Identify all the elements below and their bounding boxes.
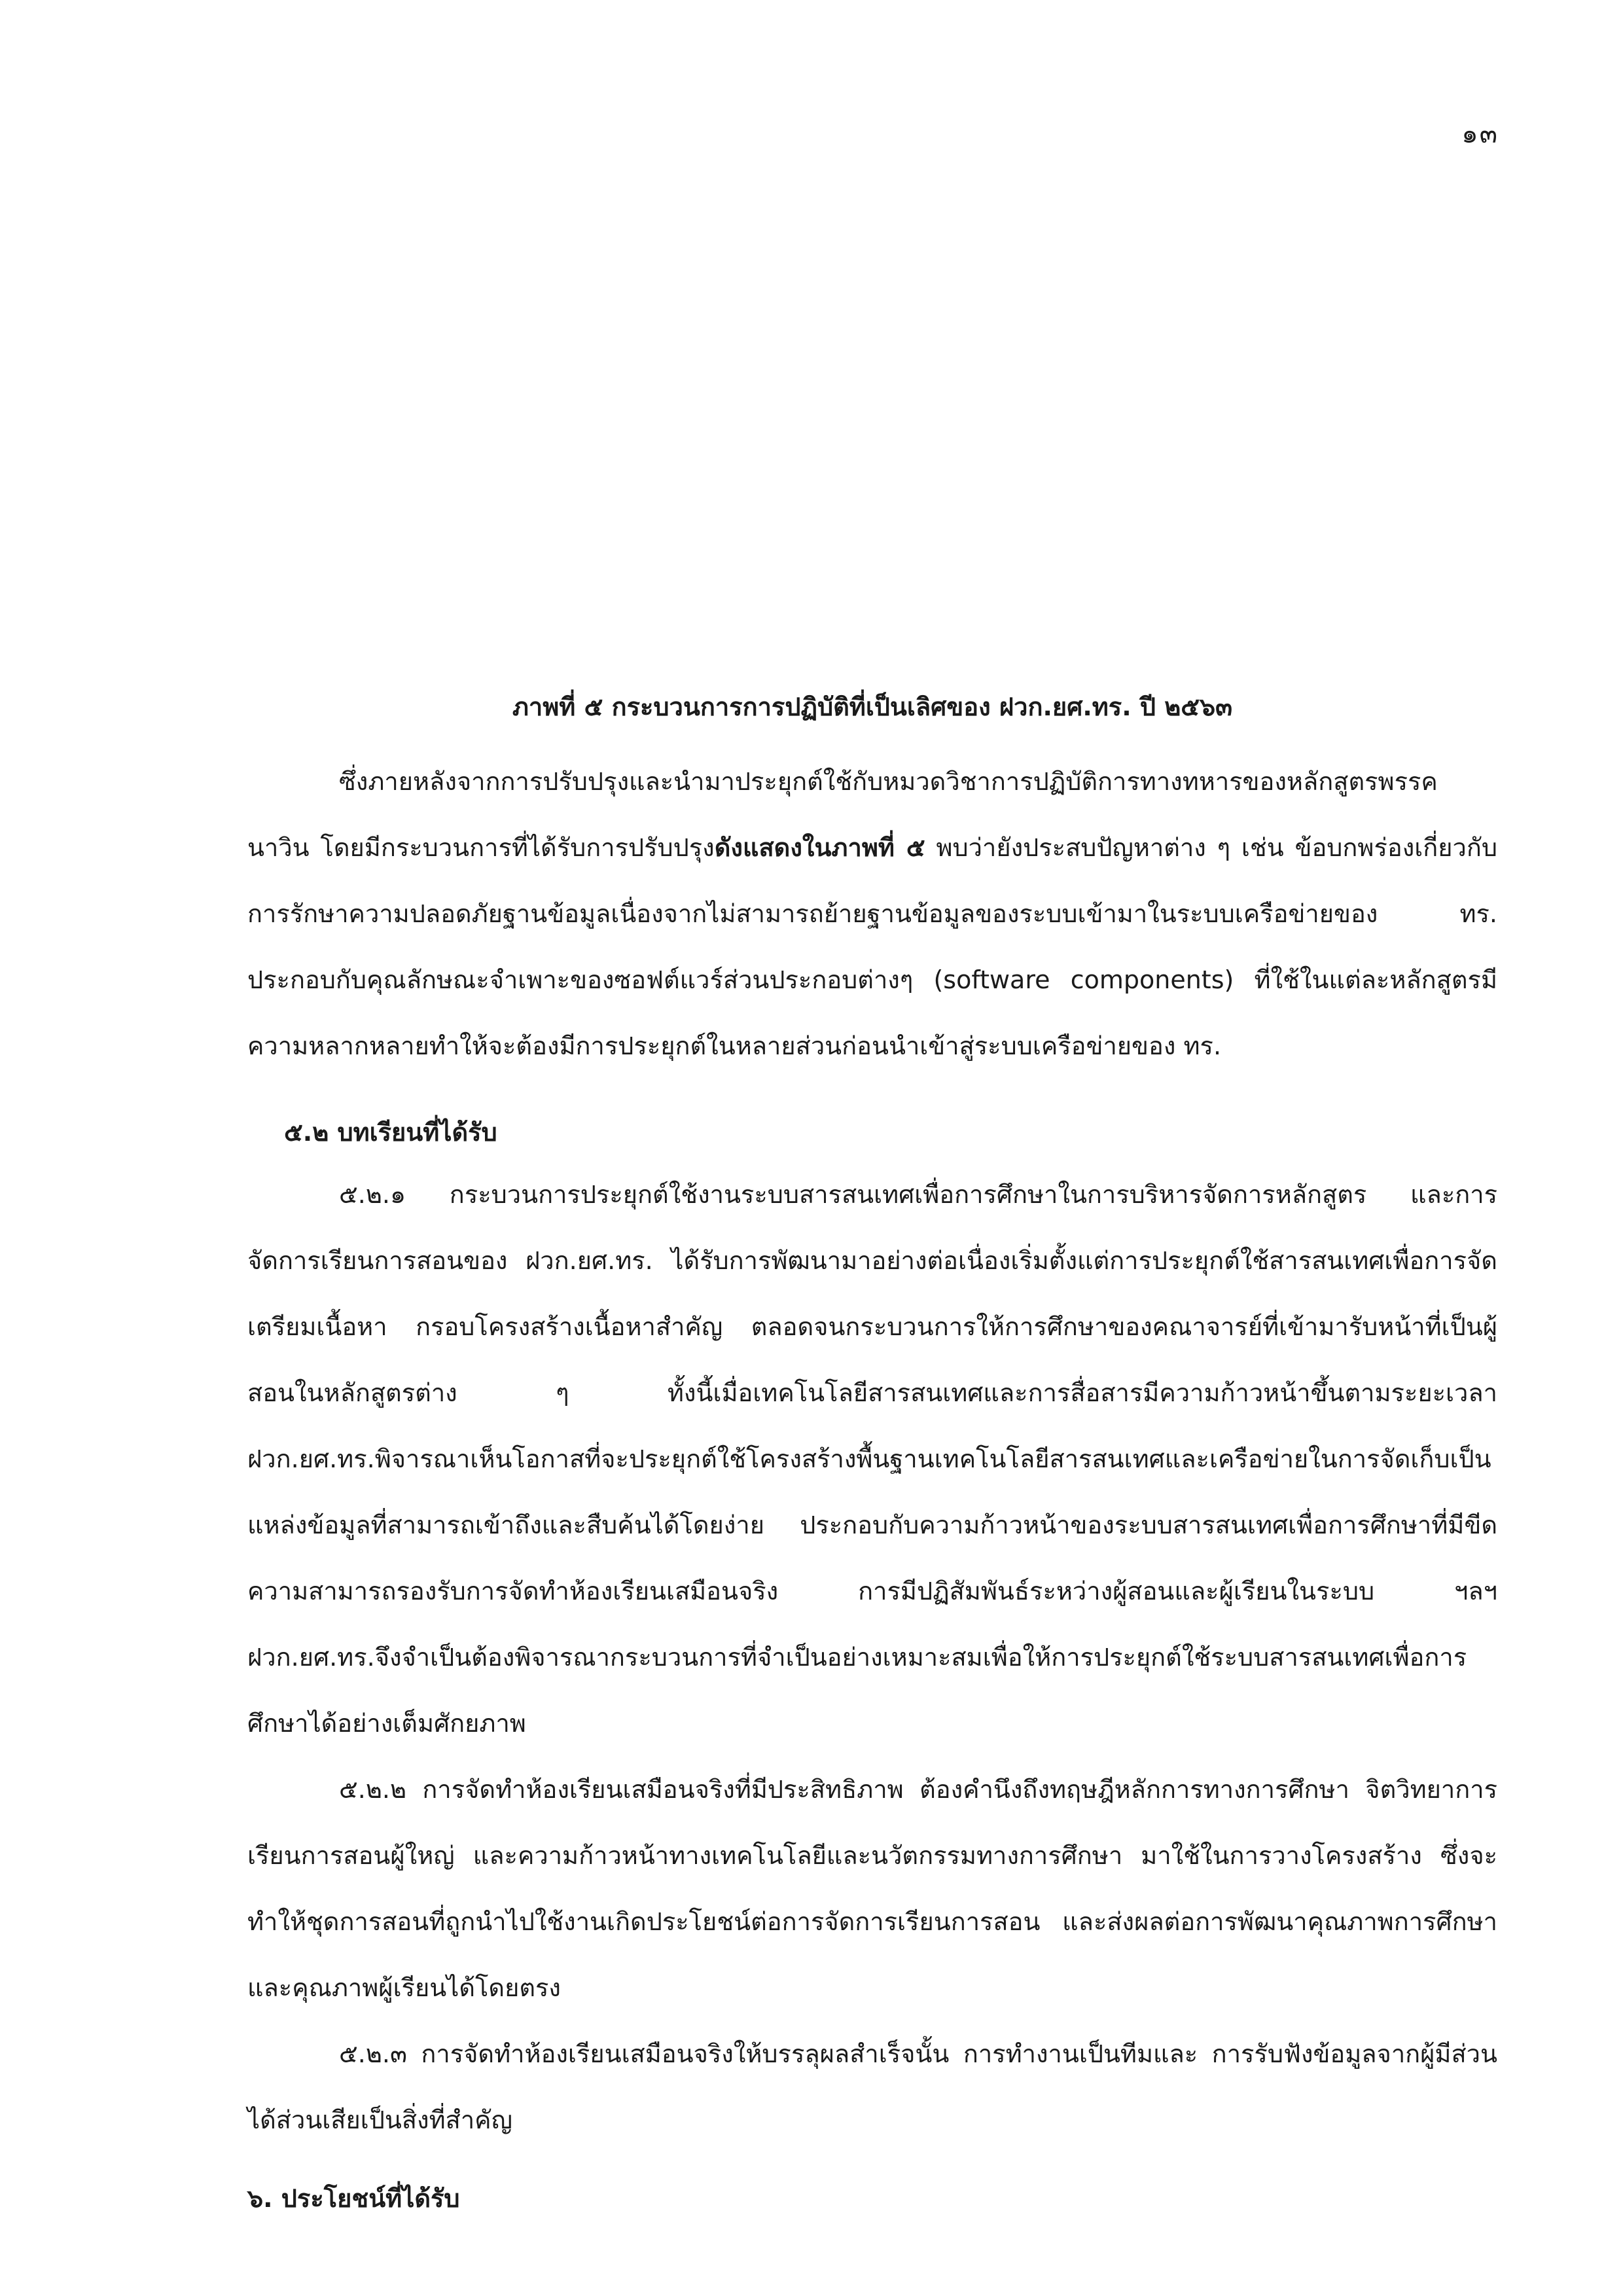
section-heading-5-2: ๕.๒ บทเรียนที่ได้รับ [284,1118,497,1147]
intro-text-start: ซึ่งภายหลังจากการปรับปรุงและนำมาประยุกต์ใช้กับหมวดวิชาการปฏิบัติการทางทหารของหลักสูตรพรรคนาวิน โดยมีกระบวนการที่ได้รับการปรับปรุง [247,767,1438,862]
intro-text-end: พบว่ายังประสบปัญหาต่าง ๆ เช่น ข้อบกพร่องเกี่ยวกับการรักษาความปลอดภัยฐานข้อมูลเนื่องจากไม่สามารถย้ายฐานข้อมูลของระบบเข้ามาในระบบเครือข่ายของ ทร. ประกอบกับคุณลักษณะจำเพาะของซอฟต์แวร์ส่วนประกอบต่างๆ (software components) ที่ใช้ในแต่ละหลักสูตรมีความหลากหลายทำให้จะต้องมีการประยุกต์ในหลายส่วนก่อนนำเข้าสู่ระบบเครือข่ายของ ทร. [247,833,1497,1060]
lesson-paragraph-1: ๕.๒.๑ กระบวนการประยุกต์ใช้งานระบบสารสนเทศเพื่อการศึกษาในการบริหารจัดการหลักสูตร และการจัดการเรียนการสอนของ ฝวก.ยศ.ทร. ได้รับการพัฒนามาอย่างต่อเนื่องเริ่มตั้งแต่การประยุกต์ใช้สารสนเทศเพื่อการจัดเตรียมเนื้อหา กรอบโครงสร้างเนื้อหาสำคัญ ตลอดจนกระบวนการให้การศึกษาของคณาจารย์ที่เข้ามารับหน้าที่เป็นผู้สอนในหลักสูตรต่าง ๆ ทั้งนี้เมื่อเทคโนโลยีสารสนเทศและการสื่อสารมีความก้าวหน้าขึ้นตามระยะเวลา ฝวก.ยศ.ทร.พิจารณาเห็นโอกาสที่จะประยุกต์ใช้โครงสร้างพื้นฐานเทคโนโลยีสารสนเทศและเครือข่ายในการจัดเก็บเป็นแหล่งข้อมูลที่สามารถเข้าถึงและสืบค้นได้โดยง่าย ประกอบกับความก้าวหน้าของระบบสารสนเทศเพื่อการศึกษาที่มีขีดความสามารถรองรับการจัดทำห้องเรียนเสมือนจริง การมีปฏิสัมพันธ์ระหว่างผู้สอนและผู้เรียนในระบบ ฯลฯ ฝวก.ยศ.ทร.จึงจำเป็นต้องพิจารณากระบวนการที่จำเป็นอย่างเหมาะสมเพื่อให้การประยุกต์ใช้ระบบสารสนเทศเพื่อการศึกษาได้อย่างเต็มศักยภาพ [247,1180,1497,1738]
page-number: ๑๓ [1461,119,1499,149]
figure-caption: ภาพที่ ๕ กระบวนการการปฏิบัติที่เป็นเลิศของ ฝวก.ยศ.ทร. ปี ๒๕๖๓ [512,692,1233,721]
lesson-paragraph-2: ๕.๒.๒ การจัดทำห้องเรียนเสมือนจริงที่มีประสิทธิภาพ ต้องคำนึงถึงทฤษฎีหลักการทางการศึกษา จิตวิทยาการเรียนการสอนผู้ใหญ่ และความก้าวหน้าทางเทคโนโลยีและนวัตกรรมทางการศึกษา มาใช้ในการวางโครงสร้าง ซึ่งจะทำให้ชุดการสอนที่ถูกนำไปใช้งานเกิดประโยชน์ต่อการจัดการเรียนการสอน และส่งผลต่อการพัฒนาคุณภาพการศึกษาและคุณภาพผู้เรียนได้โดยตรง [247,1775,1497,2002]
intro-paragraph [247,749,1497,1079]
figure-reference: ดังแสดงในภาพที่ ๕ [714,833,925,862]
section-heading-6: ๖. ประโยชน์ที่ได้รับ [247,2184,460,2213]
document-body [247,687,1497,2221]
lesson-paragraph-3: ๕.๒.๓ การจัดทำห้องเรียนเสมือนจริงให้บรรลุผลสำเร็จนั้น การทำงานเป็นทีมและ การรับฟังข้อมูลจากผู้มีส่วนได้ส่วนเสียเป็นสิ่งที่สำคัญ [247,2039,1497,2134]
